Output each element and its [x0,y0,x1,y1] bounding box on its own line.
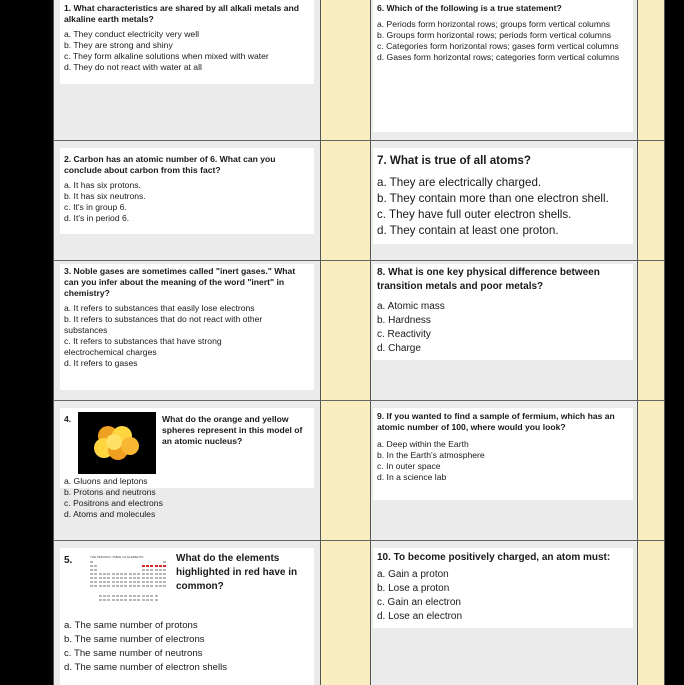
right-margin [664,0,684,685]
periodic-table-cell [129,573,132,575]
periodic-table-cell [150,595,153,597]
question-5-number [64,554,82,568]
column-divider [320,0,321,685]
question-1-option-c: c. They form alkaline solutions when mixed with water [64,51,269,61]
question-8-option-d: d. Charge [377,343,421,354]
question-8 [377,266,631,356]
periodic-table-cell [120,573,123,575]
question-4-number [64,414,78,425]
periodic-table-cell [124,577,127,579]
periodic-table-cell [103,573,106,575]
periodic-table-cell [150,585,153,587]
question-3-option-a: a. It refers to substances that easily lose electrons [64,303,255,313]
periodic-table-cell [137,581,140,583]
question-4-options [64,476,312,520]
question-9-option-c: c. In outer space [377,461,441,471]
question-10-title: 10. To become positively charged, an atom must: [377,552,611,563]
question-3-title: 3. Noble gases are sometimes called "inert gases." What can you infer about the meaning of the word "inert" in chemistry? [64,266,296,298]
periodic-table-cell [155,573,158,575]
periodic-table-cell [133,585,136,587]
periodic-table-cell [107,599,110,601]
periodic-table-cell [150,599,153,601]
periodic-table-cell [146,581,149,583]
answer-column-right [637,0,664,685]
question-10-option-a: a. Gain a proton [377,569,449,580]
periodic-table-cell [133,577,136,579]
periodic-table-cell [137,599,140,601]
periodic-table-cell [90,569,93,571]
periodic-table-cell [155,599,158,601]
question-5-option-d: d. The same number of electron shells [64,662,227,673]
periodic-table-cell [112,581,115,583]
periodic-table-cell [163,585,166,587]
periodic-table-cell [107,573,110,575]
periodic-table-cell [137,585,140,587]
periodic-table-cell [142,573,145,575]
periodic-table-cell [129,585,132,587]
periodic-table-cell [146,573,149,575]
question-1-option-d: d. They do not react with water at all [64,62,202,72]
sphere-yellow [106,434,122,450]
periodic-table-cell [90,573,93,575]
periodic-table-cell [163,561,166,563]
periodic-table-cell [120,595,123,597]
question-8-option-b: b. Hardness [377,315,431,326]
row-divider [53,260,664,261]
periodic-table-cell [116,599,119,601]
periodic-table-cell [129,595,132,597]
periodic-table-cell [90,581,93,583]
left-margin [0,0,53,685]
periodic-table-cell [103,595,106,597]
question-5-number-label: 5. [64,555,73,566]
periodic-table-cell [142,581,145,583]
periodic-table-cell [107,577,110,579]
periodic-table-cell [142,569,145,571]
sphere-orange [121,437,139,455]
periodic-table-image [86,555,170,611]
periodic-table-cell [99,573,102,575]
question-6-option-d: d. Gases form horizontal rows; categories form vertical columns [377,52,620,62]
periodic-table-cell [103,577,106,579]
periodic-table-cell [129,581,132,583]
nucleus-model-image [78,412,156,474]
periodic-table-cell [146,577,149,579]
answer-column-left [320,0,370,685]
question-1-title: 1. What characteristics are shared by all alkali metals and alkaline earth metals? [64,3,300,24]
question-2-option-d: d. It's in period 6. [64,213,130,223]
periodic-table-cell [163,573,166,575]
question-8-title: 8. What is one key physical difference between transition metals and poor metals? [377,267,600,292]
row-divider [53,400,664,401]
question-7 [377,153,633,239]
periodic-table-cell [142,565,145,567]
periodic-table-cell [112,595,115,597]
question-2-title: 2. Carbon has an atomic number of 6. What can you conclude about carbon from this fact? [64,154,276,175]
row-divider [53,540,664,541]
question-3-option-c: c. It refers to substances that have strong electrochemical charges [64,336,222,357]
periodic-table-cell [150,569,153,571]
periodic-table-cell [159,577,162,579]
periodic-table-cell [129,577,132,579]
periodic-table-cell [163,565,166,567]
periodic-table-cell [159,581,162,583]
periodic-table-cell [90,585,93,587]
question-10-option-d: d. Lose an electron [377,611,463,622]
question-5-title: What do the elements highlighted in red have in common? [176,553,298,592]
question-9 [377,411,631,483]
periodic-table-cell [107,585,110,587]
periodic-table-cell [90,561,93,563]
question-5-option-c: c. The same number of neutrons [64,648,203,659]
periodic-table-cell [155,595,158,597]
periodic-table-cell [159,569,162,571]
periodic-table-cell [137,577,140,579]
periodic-table-cell [146,569,149,571]
periodic-table-cell [116,577,119,579]
question-1 [64,3,312,73]
periodic-table-cell [133,595,136,597]
nucleus-model-illustration [78,412,156,474]
periodic-table-cell [94,573,97,575]
question-3-option-b: b. It refers to substances that do not react with other substances [64,314,263,335]
periodic-table-cell [116,595,119,597]
periodic-table-cell [155,577,158,579]
question-2-option-c: c. It's in group 6. [64,202,127,212]
periodic-table-cell [163,577,166,579]
question-7-option-c: c. They have full outer electron shells. [377,208,572,221]
question-8-option-c: c. Reactivity [377,329,431,340]
question-10-option-c: c. Gain an electron [377,597,461,608]
periodic-table-cell [142,577,145,579]
column-divider [664,0,665,685]
question-2-option-a: a. It has six protons. [64,180,141,190]
periodic-table-cell [163,581,166,583]
periodic-table-cell [133,573,136,575]
periodic-table-cell [133,581,136,583]
periodic-table-cell [99,595,102,597]
periodic-table-cell [116,573,119,575]
periodic-table-cell [112,577,115,579]
periodic-table-cell [142,595,145,597]
periodic-table-cell [155,581,158,583]
periodic-table-cell [94,585,97,587]
periodic-table-cell [155,585,158,587]
periodic-table-cell [116,581,119,583]
periodic-table-cell [99,585,102,587]
periodic-table-cell [146,595,149,597]
question-8-option-a: a. Atomic mass [377,301,445,312]
question-5-option-b: b. The same number of electrons [64,634,205,645]
periodic-table-cell [112,573,115,575]
periodic-table-cell [99,599,102,601]
question-6-option-c: c. Categories form horizontal rows; gases form vertical columns [377,41,619,51]
periodic-table-cell [120,581,123,583]
column-divider [370,0,371,685]
question-7-option-d: d. They contain at least one proton. [377,224,559,237]
periodic-table-cell [116,585,119,587]
periodic-table-cell [112,599,115,601]
periodic-table-cell [150,573,153,575]
periodic-table-cell [124,585,127,587]
periodic-table-cell [155,565,158,567]
question-6-title: 6. Which of the following is a true statement? [377,3,562,13]
periodic-table-cell [120,577,123,579]
periodic-table-cell [155,569,158,571]
periodic-table-cell [103,585,106,587]
periodic-table-cell [159,565,162,567]
periodic-table-cell [137,573,140,575]
column-divider [53,0,54,685]
periodic-table-cell [94,569,97,571]
periodic-table-cell [124,595,127,597]
periodic-table-cell [150,577,153,579]
periodic-table-cell [129,599,132,601]
question-9-option-b: b. In the Earth's atmosphere [377,450,485,460]
periodic-table-cell [146,585,149,587]
periodic-table-cell [103,581,106,583]
row-divider [53,140,664,141]
question-10 [377,551,631,624]
periodic-table-cell [99,581,102,583]
question-7-option-b: b. They contain more than one electron shell. [377,192,609,205]
periodic-table-cell [146,599,149,601]
question-2-option-b: b. It has six neutrons. [64,191,146,201]
periodic-table-cell [150,581,153,583]
periodic-table-cell [112,585,115,587]
periodic-table-cell [142,585,145,587]
periodic-table-cell [124,581,127,583]
question-6-option-a: a. Periods form horizontal rows; groups form vertical columns [377,19,611,29]
periodic-table-cell [137,595,140,597]
periodic-table-cell [120,585,123,587]
question-4-title: What do the orange and yellow spheres represent in this model of an atomic nucleus? [162,414,303,446]
question-6-option-b: b. Groups form horizontal rows; periods form vertical columns [377,30,612,40]
periodic-table-cell [107,581,110,583]
periodic-table-cell [94,565,97,567]
periodic-table-cell [103,599,106,601]
question-1-option-b: b. They are strong and shiny [64,40,173,50]
periodic-table-cell [163,569,166,571]
periodic-table-cell [159,585,162,587]
question-7-title: 7. What is true of all atoms? [377,154,531,167]
question-7-option-a: a. They are electrically charged. [377,176,542,189]
question-9-title: 9. If you wanted to find a sample of fermium, which has an atomic number of 100, where would you look? [377,411,615,432]
question-9-option-a: a. Deep within the Earth [377,439,469,449]
periodic-table-cell [90,577,93,579]
question-6 [377,3,629,63]
question-4-number-label: 4. [64,414,72,424]
periodic-table-cell [94,581,97,583]
periodic-table-caption: THE PERIODIC TABLE OF ELEMENTS [90,555,144,559]
periodic-table-cell [94,577,97,579]
periodic-table-cell [124,573,127,575]
periodic-table-cell [142,599,145,601]
column-divider [637,0,638,685]
question-4-option-d: d. Atoms and molecules [64,509,156,519]
question-9-option-d: d. In a science lab [377,472,447,482]
periodic-table-cell [146,565,149,567]
periodic-table-cell [133,599,136,601]
question-5-option-a: a. The same number of protons [64,620,198,631]
question-1-option-a: a. They conduct electricity very well [64,29,200,39]
periodic-table-cell [99,577,102,579]
question-10-option-b: b. Lose a proton [377,583,450,594]
periodic-table-cell [90,565,93,567]
periodic-table-cell [107,595,110,597]
question-3 [64,266,310,369]
question-4-option-b: b. Protons and neutrons [64,487,156,497]
question-5-options [64,619,312,675]
periodic-table-cell [150,565,153,567]
question-4-option-c: c. Positrons and electrons [64,498,163,508]
periodic-table-cell [159,573,162,575]
periodic-table-cell [124,599,127,601]
periodic-table-cell [120,599,123,601]
question-3-option-d: d. It refers to gases [64,358,138,368]
question-4-option-a: a. Gluons and leptons [64,476,148,486]
question-2 [64,154,312,224]
